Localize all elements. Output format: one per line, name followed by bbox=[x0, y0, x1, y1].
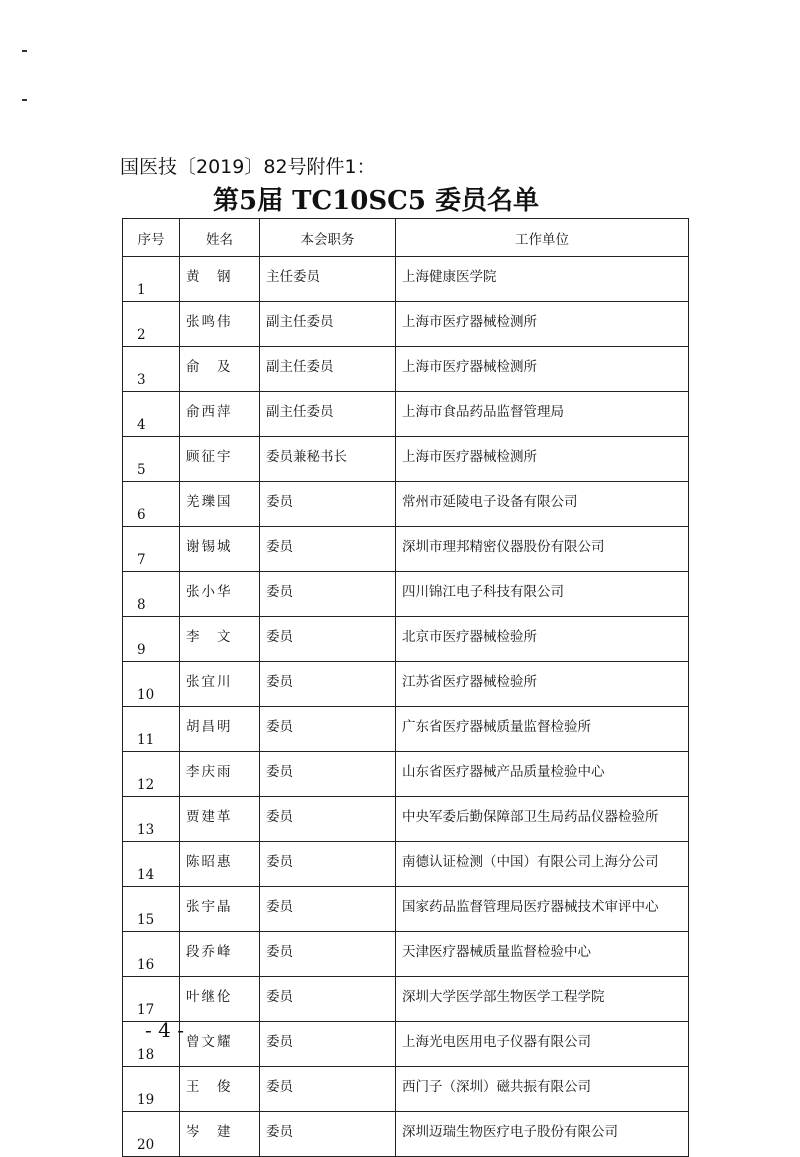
row-number: 19 bbox=[123, 1067, 180, 1112]
member-role: 委员 bbox=[260, 482, 396, 527]
member-unit: 上海市食品药品监督管理局 bbox=[396, 392, 689, 437]
row-number: 18 bbox=[123, 1022, 180, 1067]
member-unit: 天津医疗器械质量监督检验中心 bbox=[396, 932, 689, 977]
member-name: 张鸣伟 bbox=[180, 302, 260, 347]
row-number: 3 bbox=[123, 347, 180, 392]
row-number: 17 bbox=[123, 977, 180, 1022]
member-role: 副主任委员 bbox=[260, 347, 396, 392]
row-number: 16 bbox=[123, 932, 180, 977]
member-name: 张宜川 bbox=[180, 662, 260, 707]
header-number: 序号 bbox=[123, 219, 180, 257]
member-role: 委员兼秘书长 bbox=[260, 437, 396, 482]
table-row bbox=[123, 932, 689, 977]
table-row bbox=[123, 1022, 689, 1067]
member-role: 委员 bbox=[260, 617, 396, 662]
member-name: 李庆雨 bbox=[180, 752, 260, 797]
table-row bbox=[123, 887, 689, 932]
row-number: 15 bbox=[123, 887, 180, 932]
member-name: 胡昌明 bbox=[180, 707, 260, 752]
member-name: 羌瓅国 bbox=[180, 482, 260, 527]
header-role: 本会职务 bbox=[260, 219, 396, 257]
page-number: - 4 - bbox=[145, 1018, 184, 1042]
row-number: 1 bbox=[123, 257, 180, 302]
member-unit: 深圳市理邦精密仪器股份有限公司 bbox=[396, 527, 689, 572]
table-row bbox=[123, 257, 689, 302]
member-name: 叶继伦 bbox=[180, 977, 260, 1022]
header-unit: 工作单位 bbox=[396, 219, 689, 257]
member-name: 谢锡城 bbox=[180, 527, 260, 572]
table-row bbox=[123, 842, 689, 887]
table-row bbox=[123, 482, 689, 527]
table-row bbox=[123, 347, 689, 392]
member-unit: 北京市医疗器械检验所 bbox=[396, 617, 689, 662]
member-unit: 深圳迈瑞生物医疗电子股份有限公司 bbox=[396, 1112, 689, 1157]
scan-mark bbox=[22, 99, 27, 101]
table-row bbox=[123, 1067, 689, 1112]
row-number: 9 bbox=[123, 617, 180, 662]
member-role: 副主任委员 bbox=[260, 302, 396, 347]
member-name: 俞西萍 bbox=[180, 392, 260, 437]
member-name: 顾征宇 bbox=[180, 437, 260, 482]
member-role: 主任委员 bbox=[260, 257, 396, 302]
member-unit: 上海市医疗器械检测所 bbox=[396, 302, 689, 347]
row-number: 11 bbox=[123, 707, 180, 752]
member-role: 委员 bbox=[260, 1112, 396, 1157]
member-unit: 广东省医疗器械质量监督检验所 bbox=[396, 707, 689, 752]
member-name: 张宇晶 bbox=[180, 887, 260, 932]
member-name: 段乔峰 bbox=[180, 932, 260, 977]
table-row bbox=[123, 437, 689, 482]
row-number: 13 bbox=[123, 797, 180, 842]
member-unit: 国家药品监督管理局医疗器械技术审评中心 bbox=[396, 887, 689, 932]
member-unit: 山东省医疗器械产品质量检验中心 bbox=[396, 752, 689, 797]
table-row bbox=[123, 797, 689, 842]
member-role: 委员 bbox=[260, 752, 396, 797]
table-row bbox=[123, 752, 689, 797]
table-row bbox=[123, 1112, 689, 1157]
header-name: 姓名 bbox=[180, 219, 260, 257]
row-number: 10 bbox=[123, 662, 180, 707]
member-unit: 四川锦江电子科技有限公司 bbox=[396, 572, 689, 617]
member-role: 委员 bbox=[260, 1067, 396, 1112]
member-unit: 常州市延陵电子设备有限公司 bbox=[396, 482, 689, 527]
row-number: 2 bbox=[123, 302, 180, 347]
member-role: 委员 bbox=[260, 662, 396, 707]
member-unit: 深圳大学医学部生物医学工程学院 bbox=[396, 977, 689, 1022]
member-name: 陈昭惠 bbox=[180, 842, 260, 887]
member-name: 岑 建 bbox=[180, 1112, 260, 1157]
row-number: 20 bbox=[123, 1112, 180, 1157]
row-number: 7 bbox=[123, 527, 180, 572]
member-role: 委员 bbox=[260, 707, 396, 752]
member-role: 委员 bbox=[260, 977, 396, 1022]
member-role: 副主任委员 bbox=[260, 392, 396, 437]
table-row bbox=[123, 302, 689, 347]
table-row bbox=[123, 662, 689, 707]
member-role: 委员 bbox=[260, 1022, 396, 1067]
row-number: 8 bbox=[123, 572, 180, 617]
member-name: 俞 及 bbox=[180, 347, 260, 392]
row-number: 4 bbox=[123, 392, 180, 437]
member-name: 李 文 bbox=[180, 617, 260, 662]
member-unit: 上海光电医用电子仪器有限公司 bbox=[396, 1022, 689, 1067]
table-row bbox=[123, 572, 689, 617]
row-number: 5 bbox=[123, 437, 180, 482]
member-unit: 江苏省医疗器械检验所 bbox=[396, 662, 689, 707]
table-row bbox=[123, 977, 689, 1022]
scan-mark bbox=[22, 50, 27, 52]
member-role: 委员 bbox=[260, 842, 396, 887]
row-number: 12 bbox=[123, 752, 180, 797]
row-number: 6 bbox=[123, 482, 180, 527]
table-row bbox=[123, 617, 689, 662]
member-role: 委员 bbox=[260, 572, 396, 617]
table-row bbox=[123, 392, 689, 437]
member-unit: 上海市医疗器械检测所 bbox=[396, 437, 689, 482]
member-name: 王 俊 bbox=[180, 1067, 260, 1112]
table-row bbox=[123, 527, 689, 572]
member-name: 张小华 bbox=[180, 572, 260, 617]
member-name: 曾文耀 bbox=[180, 1022, 260, 1067]
member-unit: 西门子（深圳）磁共振有限公司 bbox=[396, 1067, 689, 1112]
member-unit: 上海市医疗器械检测所 bbox=[396, 347, 689, 392]
member-role: 委员 bbox=[260, 527, 396, 572]
table-header-row bbox=[123, 219, 689, 257]
page-title: 第5届 TC10SC5 委员名单 bbox=[213, 186, 539, 216]
member-name: 黄 钢 bbox=[180, 257, 260, 302]
member-unit: 中央军委后勤保障部卫生局药品仪器检验所 bbox=[396, 797, 689, 842]
table-row bbox=[123, 707, 689, 752]
member-unit: 南德认证检测（中国）有限公司上海分公司 bbox=[396, 842, 689, 887]
member-role: 委员 bbox=[260, 932, 396, 977]
member-role: 委员 bbox=[260, 887, 396, 932]
member-table bbox=[122, 218, 689, 1157]
member-name: 贾建革 bbox=[180, 797, 260, 842]
document-reference: 国医技〔2019〕82号附件1： bbox=[120, 156, 376, 178]
member-unit: 上海健康医学院 bbox=[396, 257, 689, 302]
member-role: 委员 bbox=[260, 797, 396, 842]
row-number: 14 bbox=[123, 842, 180, 887]
